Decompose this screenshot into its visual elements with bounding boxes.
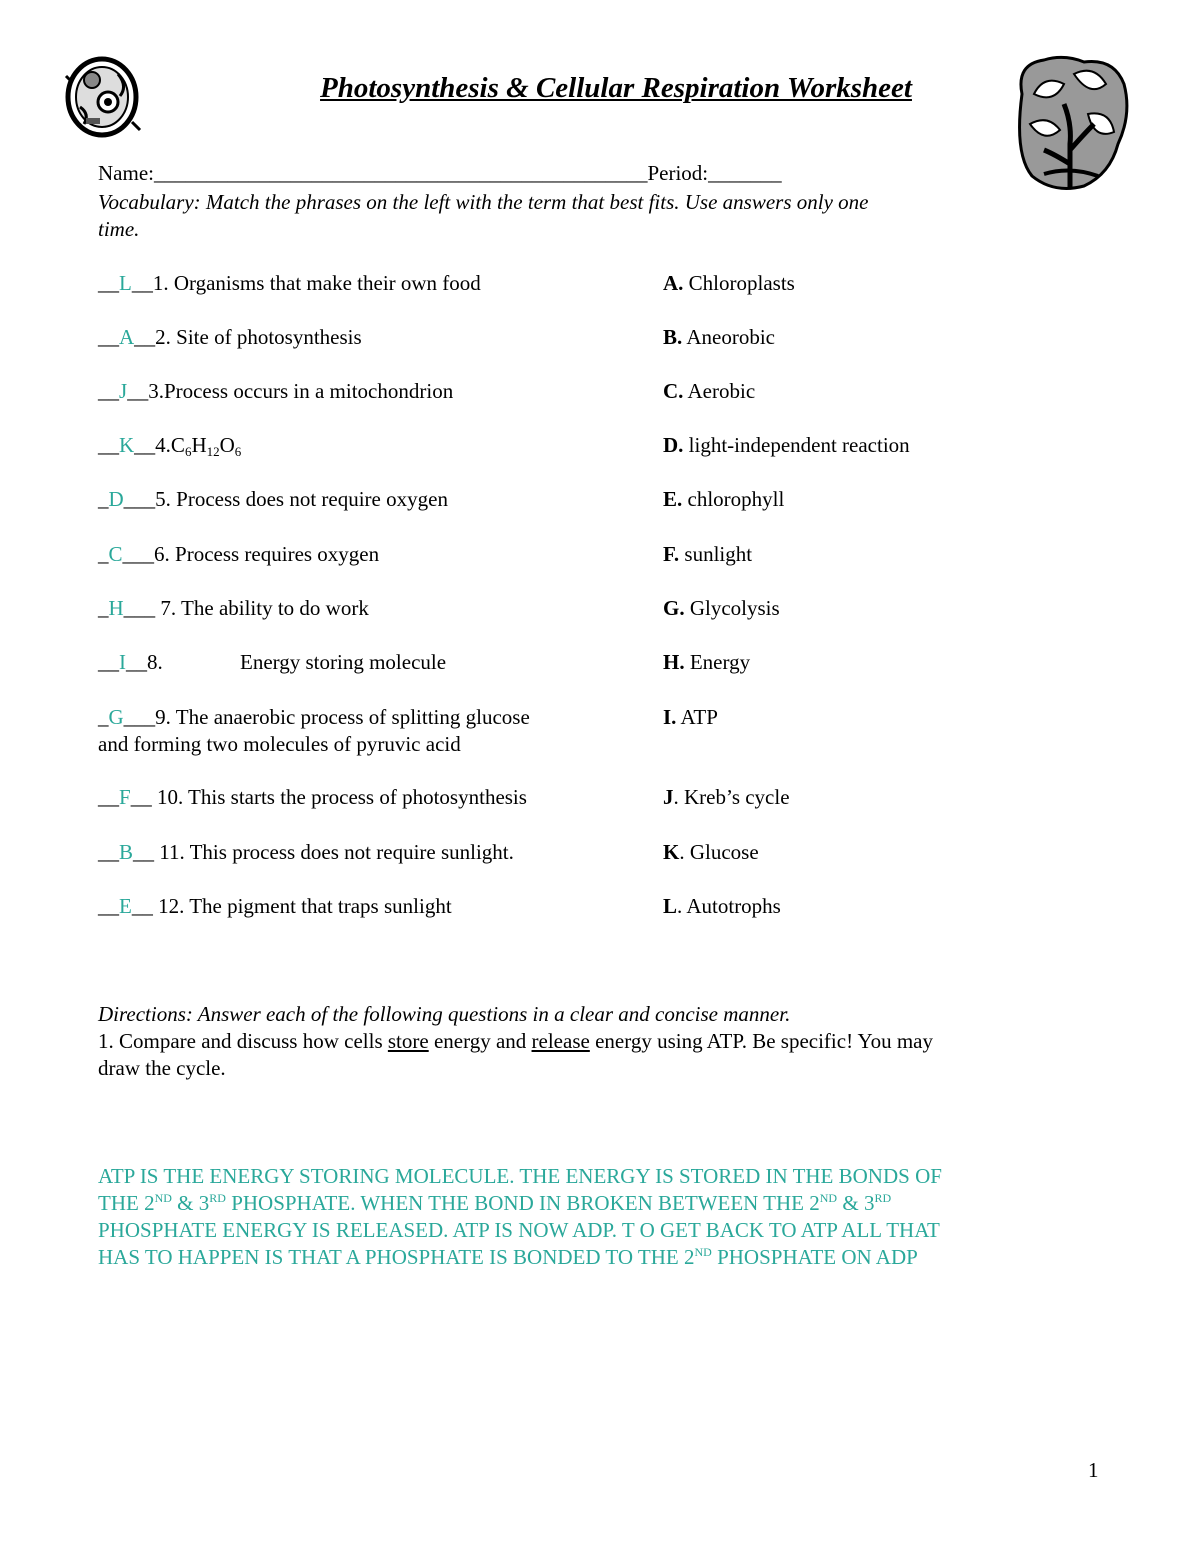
period-label: Period: [647,161,709,185]
answer-letter[interactable]: D [108,487,124,511]
answer-letter[interactable]: F [119,785,131,809]
term-f: F. sunlight [663,542,753,566]
directions-text: Directions: Answer each of the following questions in a clear and concise manner. [98,1002,791,1026]
vocab-item-12: __E__ 12. The pigment that traps sunlight [98,894,452,918]
term-e: E. chlorophyll [663,487,785,511]
answer-line-1: ATP IS THE ENERGY STORING MOLECULE. THE ENERGY IS STORED IN THE BONDS OF [98,1164,942,1188]
period-blank[interactable]: _______ [708,161,782,185]
answer-letter[interactable]: E [119,894,132,918]
answer-letter[interactable]: I [119,650,126,674]
vocab-item-7: _H___ 7. The ability to do work [98,596,369,620]
term-d: D. light-independent reaction [663,433,910,457]
term-g: G. Glycolysis [663,596,780,620]
answer-letter[interactable]: A [119,325,135,349]
vocab-instructions-line1: Vocabulary: Match the phrases on the left with the term that best fits. Use answers only one [98,190,869,214]
question-1: 1. Compare and discuss how cells store energy and release energy using ATP. Be specific! You may [98,1029,934,1053]
page-number: 1 [1088,1458,1099,1482]
vocab-item-6: _C___6. Process requires oxygen [98,542,380,566]
answer-letter[interactable]: K [119,433,135,457]
answer-letter[interactable]: G [108,705,124,729]
page-title: Photosynthesis & Cellular Respiration Worksheet [320,72,912,104]
answer-letter[interactable]: C [108,542,123,566]
question-1-line2: draw the cycle. [98,1056,226,1080]
vocab-item-1: __L__1. Organisms that make their own food [98,271,481,295]
term-h: H. Energy [663,650,751,674]
term-k: K. Glucose [663,840,759,864]
answer-letter[interactable]: B [119,840,134,864]
vocab-item-11: __B__ 11. This process does not require sunlight. [98,840,514,864]
name-label: Name: [98,161,154,185]
term-i: I. ATP [663,705,718,729]
vocab-item-9: _G___9. The anaerobic process of splitting glucose [98,705,530,729]
vocab-item-10: __F__ 10. This starts the process of photosynthesis [98,785,527,809]
answer-letter[interactable]: L [119,271,132,295]
answer-letter[interactable]: H [108,596,124,620]
vocab-item-8-text: Energy storing molecule [240,650,447,674]
term-l: L. Autotrophs [663,894,781,918]
vocab-item-8: __I__8. [98,650,163,674]
vocab-item-9-line2: and forming two molecules of pyruvic acid [98,732,461,756]
answer-letter[interactable]: J [119,379,128,403]
term-a: A. Chloroplasts [663,271,795,295]
vocab-item-4: $\_\_K\_\_4.C_6H_{12}O_6$ [98,433,242,459]
term-j: J. Kreb’s cycle [663,785,790,809]
vocab-instructions-line2: time. [98,217,140,241]
term-b: B. Aneorobic [663,325,775,349]
name-blank[interactable]: _______________________________________________ [153,161,648,185]
vocab-item-5: _D___5. Process does not require oxygen [98,487,448,511]
vocab-item-3: __J__3.Process occurs in a mitochondrion [98,379,454,403]
answer-line-4: HAS TO HAPPEN IS THAT A PHOSPHATE IS BONDED TO THE 2ND PHOSPHATE ON ADP [98,1245,918,1269]
name-period-line [98,160,782,187]
answer-line-3: PHOSPHATE ENERGY IS RELEASED. ATP IS NOW ADP. T O GET BACK TO ATP ALL THAT [98,1218,940,1242]
answer-line-2: THE 2ND & 3RD PHOSPHATE. WHEN THE BOND IN BROKEN BETWEEN THE 2ND & 3RD [98,1191,892,1215]
term-c: C. Aerobic [663,379,756,403]
vocab-item-2: __A__2. Site of photosynthesis [98,325,362,349]
